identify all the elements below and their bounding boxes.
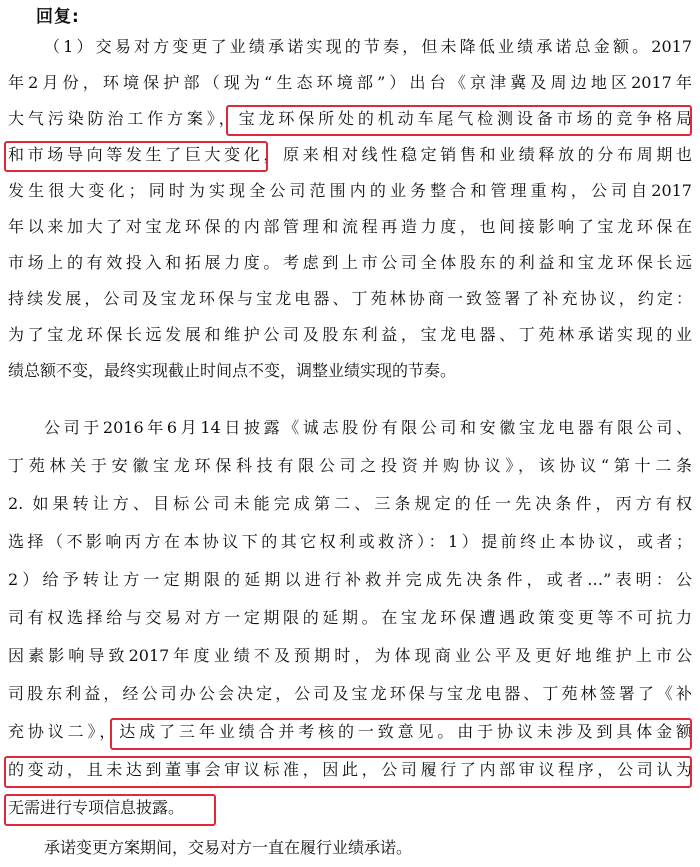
text-line: 为了宝龙环保长远发展和维护公司及股东利益，宝龙电器、丁苑林承诺实现的业	[8, 325, 692, 344]
text-line: 的变动，且未达到董事会审议标准，因此，公司履行了内部审议程序，公司认为	[8, 760, 692, 779]
text-line: 司有权选择给与交易对方一定期限的延期。在宝龙环保遭遇政策变更等不可抗力	[8, 608, 692, 627]
text-line: 2）给予转让方一定期限的延期以进行补救并完成先决条件，或者…”表明：公	[8, 570, 692, 589]
text-line: 大气污染防治工作方案》，宝龙环保所处的机动车尾气检测设备市场的竞争格局	[8, 109, 692, 128]
text-line: 司股东利益，经公司办公会决定，公司及宝龙环保与宝龙电器、丁苑林签署了《补	[8, 684, 692, 703]
text-line: 和市场导向等发生了巨大变化，原来相对线性稳定销售和业绩释放的分布周期也	[8, 145, 692, 164]
text-line: 公司于2016年6月14日披露《诚志股份有限公司和安徽宝龙电器有限公司、	[44, 418, 692, 437]
text-line: 2. 如果转让方、目标公司未能完成第二、三条规定的任一先决条件，丙方有权	[8, 494, 692, 513]
text-line: 选择（不影响丙方在本协议下的其它权利或救济）：1）提前终止本协议，或者；	[8, 532, 692, 551]
text-line: 市场上的有效投入和拓展力度。考虑到上市公司全体股东的利益和宝龙环保长远	[8, 253, 692, 272]
text-line: 年2月份，环境保护部（现为“生态环境部”）出台《京津冀及周边地区2017年	[8, 73, 692, 92]
text-line: 因素影响导致2017年度业绩不及预期时，为体现商业公平及更好地维护上市公	[8, 646, 692, 665]
text-line: （1）交易对方变更了业绩承诺实现的节奏，但未降低业绩承诺总金额。2017	[44, 37, 692, 56]
text-line: 充协议二》，达成了三年业绩合并考核的一致意见。由于协议未涉及到具体金额	[8, 722, 692, 741]
text-line: 承诺变更方案期间，交易对方一直在履行业绩承诺。	[44, 838, 413, 857]
text-line: 丁苑林关于安徽宝龙环保科技有限公司之投资并购协议》，该协议“第十二条	[8, 456, 692, 475]
text-line: 绩总额不变，最终实现截止时间点不变，调整业绩实现的节奏。	[8, 361, 457, 380]
reply-heading: 回复:	[36, 7, 80, 27]
text-line: 发生很大变化；同时为实现全公司范围内的业务整合和管理重构，公司自2017	[8, 181, 692, 200]
text-line: 持续发展，公司及宝龙环保与宝龙电器、丁苑林协商一致签署了补充协议，约定：	[8, 289, 692, 308]
text-line: 无需进行专项信息披露。	[8, 798, 185, 817]
text-line: 年以来加大了对宝龙环保的内部管理和流程再造力度，也间接影响了宝龙环保在	[8, 217, 692, 236]
